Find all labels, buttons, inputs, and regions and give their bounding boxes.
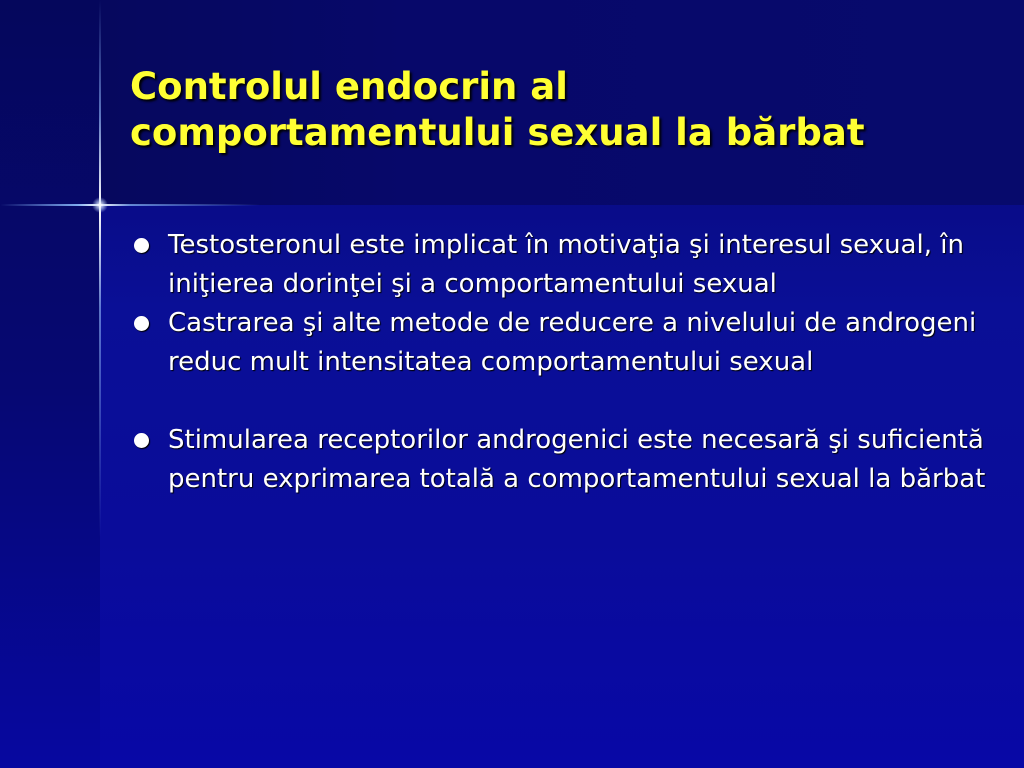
bullet-text: Testosteronul este implicat în motivaţia şi interesul sexual, în iniţierea dorinţei şi a comportamentului sexual: [168, 230, 964, 299]
bullet-dot-icon: [134, 433, 149, 448]
bullet-dot-icon: [134, 238, 149, 253]
bullet-text: Castrarea şi alte metode de reducere a nivelului de androgeni reduc mult intensitatea comportamentului sexual: [168, 308, 977, 377]
slide-title: [130, 64, 1000, 156]
star-glow-horizontal: [0, 204, 260, 206]
bullet-text: Stimularea receptorilor androgenici este necesară şi suficientă pentru exprimarea totală a comportamentului sexual la bărbat: [168, 425, 986, 494]
slide-title-line-1: Controlul endocrin al: [130, 65, 568, 108]
bullet-dot-icon: [134, 316, 149, 331]
slide-title-line-2: comportamentului sexual la bărbat: [130, 111, 865, 154]
bullet-list: [130, 226, 1015, 499]
left-strip: [0, 0, 100, 768]
star-sparkle-icon: [92, 197, 108, 213]
star-glow-vertical: [99, 0, 101, 768]
bullet-item: [130, 304, 1015, 382]
bullet-item: [130, 421, 1015, 499]
bullet-item: [130, 226, 1015, 304]
